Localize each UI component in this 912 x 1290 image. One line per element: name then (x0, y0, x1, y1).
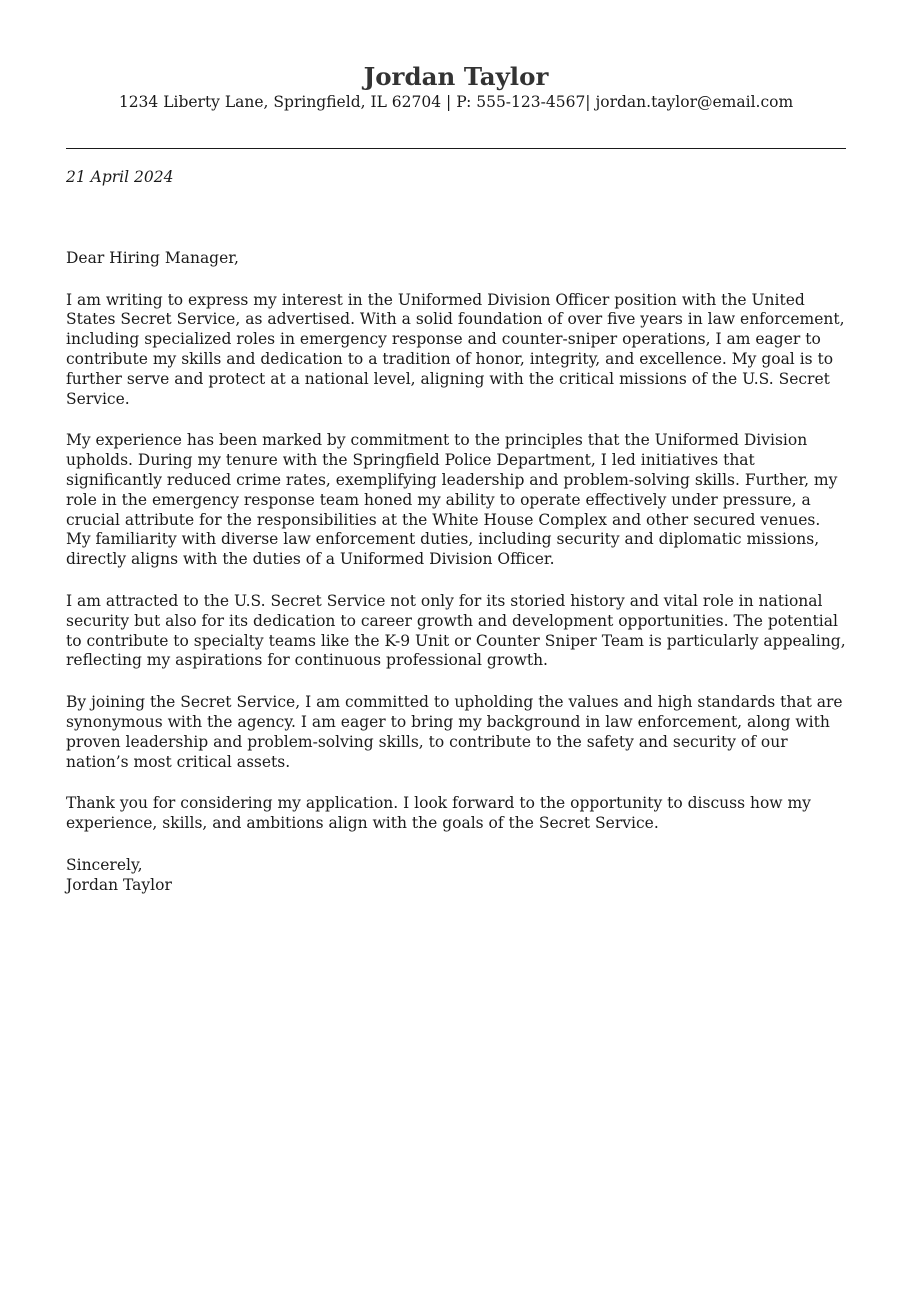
letter-header (0, 62, 912, 112)
paragraph-5: Thank you for considering my application. I look forward to the opportunity to discuss how my experience, skills, and ambitions align with the goals of the Secret Service. (66, 794, 811, 833)
signature-name: Jordan Taylor (66, 875, 172, 894)
paragraph-4: By joining the Secret Service, I am committed to upholding the values and high standards that are synonymous with the agency. I am eager to bring my background in law enforcement, along with proven leadership and problem-solving skills, to contribute to the safety and security of our nation’s most critical assets. (66, 693, 843, 771)
salutation: Dear Hiring Manager, (66, 248, 239, 267)
paragraph-2: My experience has been marked by commitment to the principles that the Uniformed Division upholds. During my tenure with the Springfield Police Department, I led initiatives that significantly reduced crime rates, exemplifying leadership and problem-solving skills. Further, my role in the emergency response team honed my ability to operate effectively under pressure, a crucial attribute for the responsibilities at the White House Complex and other secured venues. My familiarity with diverse law enforcement duties, including security and diplomatic missions, directly aligns with the duties of a Uniformed Division Officer. (66, 431, 838, 569)
letter-date: 21 April 2024 (66, 168, 174, 186)
header-divider (66, 148, 846, 149)
paragraph-1: I am writing to express my interest in the Uniformed Division Officer position with the United States Secret Service, as advertised. With a solid foundation of over five years in law enforcement, including specialized roles in emergency response and counter-sniper operations, I am eager to contribute my skills and dedication to a tradition of honor, integrity, and excellence. My goal is to further serve and protect at a national level, aligning with the critical missions of the U.S. Secret Service. (66, 290, 845, 408)
paragraph-3: I am attracted to the U.S. Secret Service not only for its storied history and vital role in national security but also for its dedication to career growth and development opportunities. The potential to contribute to specialty teams like the K-9 Unit or Counter Sniper Team is particularly appealing, reflecting my aspirations for continuous professional growth. (66, 591, 846, 670)
contact-info: 1234 Liberty Lane, Springfield, IL 62704 | P: 555-123-4567| jordan.taylor@email.com (118, 93, 794, 111)
letter-body (66, 168, 846, 896)
applicant-name: Jordan Taylor (363, 62, 549, 91)
closing: Sincerely, (66, 855, 143, 874)
